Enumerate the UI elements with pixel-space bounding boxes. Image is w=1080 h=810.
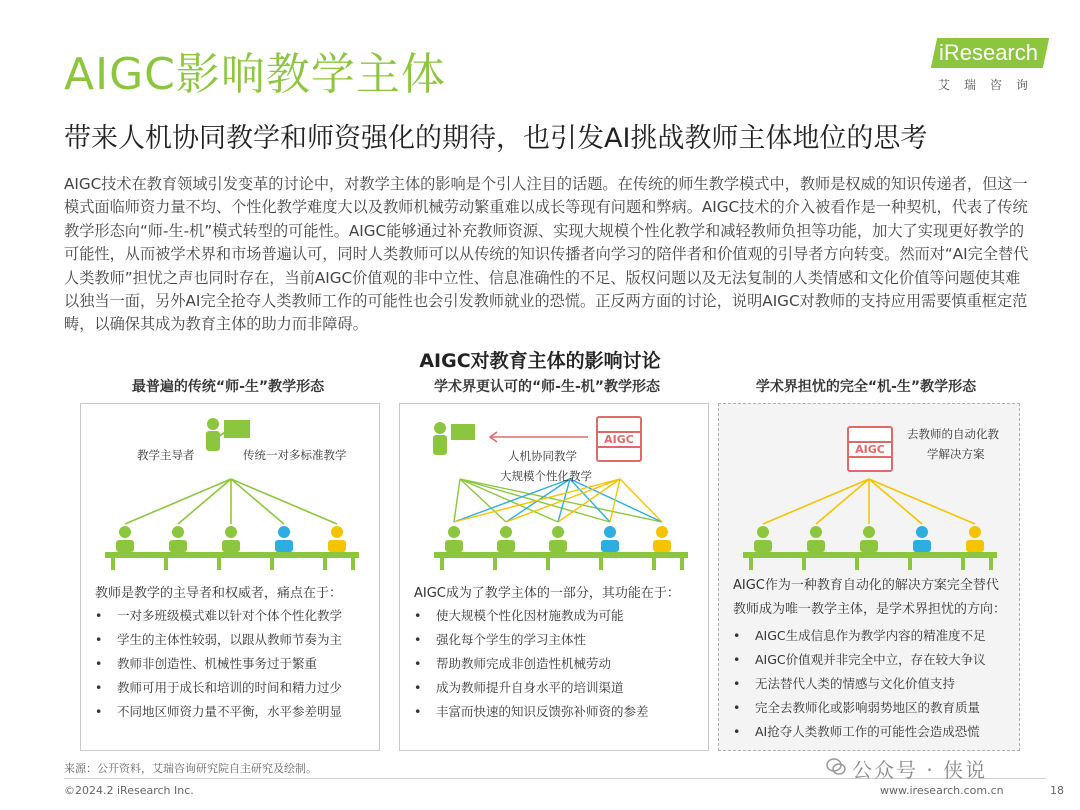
- list-item: • 使大规模个性化因材施教成为可能: [414, 604, 649, 628]
- student-icons: [105, 526, 359, 570]
- list-item: • 完全去教师化或影响弱势地区的教育质量: [733, 696, 986, 720]
- label-teaching-leader: 教学主导者: [137, 448, 195, 462]
- arrow-aigc-to-teacher: [490, 432, 588, 442]
- panel-intro: 教师是教学的主导者和权威者，痛点在于：: [95, 586, 343, 601]
- list-item: • 不同地区师资力量不平衡，水平参差明显: [95, 700, 342, 724]
- list-item: • 丰富而快速的知识反馈弥补师资的参差: [414, 700, 649, 724]
- panel-intro-line-1: AIGC作为一种教育自动化的解决方案完全替代: [733, 578, 999, 593]
- arrows-teacher-to-students: [125, 479, 337, 524]
- iresearch-logo: [926, 38, 1046, 98]
- copyright: ©2024.2 iResearch Inc.: [64, 784, 194, 797]
- list-item: • 一对多班级模式难以针对个体个性化教学: [95, 604, 342, 628]
- page-subtitle: 带来人机协同教学和师资强化的期待，也引发AI挑战教师主体地位的思考: [64, 123, 928, 154]
- panel-machine-only: [718, 403, 1020, 751]
- column-heading-traditional: 最普遍的传统“师-生”教学形态: [131, 379, 325, 395]
- list-item: • AIGC价值观并非完全中立，存在较大争议: [733, 648, 986, 672]
- list-item: • AI抢夺人类教师工作的可能性会造成恐慌: [733, 720, 986, 744]
- arrows-to-students: [454, 479, 662, 522]
- list-item: • 无法替代人类的情感与文化价值支持: [733, 672, 986, 696]
- column-heading-human-machine: 学术界更认可的“师-生-机”教学形态: [433, 379, 661, 395]
- list-item: • 教师非创造性、机械性事务过于繁重: [95, 652, 342, 676]
- aigc-document-icon: [596, 416, 642, 462]
- list-item: • 成为教师提升自身水平的培训渠道: [414, 676, 649, 700]
- source-note: 来源：公开资料，艾瑞咨询研究院自主研究及绘制。: [64, 762, 317, 775]
- aigc-label: AIGC: [849, 441, 891, 458]
- list-item: • 帮助教师完成非创造性机械劳动: [414, 652, 649, 676]
- page-number: 18: [1050, 784, 1064, 797]
- logo-brand: iResearch: [938, 40, 1038, 65]
- list-item: • AIGC生成信息作为教学内容的精准度不足: [733, 624, 986, 648]
- logo-subtitle: 艾瑞咨询: [937, 78, 1042, 92]
- list-item: • 强化每个学生的学习主体性: [414, 628, 649, 652]
- label-automated-teaching-2: 学解决方案: [927, 447, 985, 461]
- list-item: • 学生的主体性较弱，以跟从教师节奏为主: [95, 628, 342, 652]
- bullet-list: [733, 624, 986, 744]
- arrows-to-students: [763, 479, 975, 524]
- panel-human-machine: [399, 403, 709, 751]
- body-paragraph: AIGC技术在教育领域引发变革的讨论中，对教学主体的影响是个引人注目的话题。在传统的师生教学模式中，教师是权威的知识传递者，但这一模式面临师资力量不均、个性化教学难度大以及教师机械劳动繁重难以成长等现有问题和弊病。AIGC技术的介入被看作是一种契机，代表了传统教学形态向“师-生-机”模式转型的可能性。AIGC能够通过补充教师资源、实现大规模个性化教学和减轻教师负担等功能，加大了实现更好教学的可能性，从而被学术界和市场普遍认可，同时人类教师可以从传统的知识传播者向学习的陪伴者和价值观的引导者方向转变。然而对“AI完全替代人类教师”担忧之声也同时存在，当前AIGC价值观的非中立性、信息准确性的不足、版权问题以及无法复制的人类情感和文化价值等问题使其难以独当一面，另外AI完全抢夺人类教师工作的可能性也会引发教师就业的恐慌。正反两方面的讨论，说明AIGC对教师的支持应用需要慎重框定范畴，以确保其成为教育主体的助力而非障碍。: [64, 175, 1029, 334]
- teacher-icon: [433, 422, 475, 455]
- label-standard-teaching: 传统一对多标准教学: [243, 448, 347, 462]
- wechat-icon: [826, 757, 846, 777]
- page-title: AIGC影响教学主体: [64, 49, 446, 100]
- column-heading-machine-only: 学术界担忧的完全“机-生”教学形态: [755, 379, 977, 395]
- panel-intro-line-2: 教师成为唯一教学主体，是学术界担忧的方向：: [733, 602, 1007, 617]
- list-item: • 教师可用于成长和培训的时间和精力过少: [95, 676, 342, 700]
- panel-intro: AIGC成为了教学主体的一部分，其功能在于：: [414, 586, 680, 601]
- bullet-list: [95, 604, 342, 724]
- label-human-machine-teaching: 人机协同教学: [508, 449, 577, 463]
- aigc-document-icon: [847, 426, 893, 472]
- student-icons: [434, 526, 688, 570]
- label-automated-teaching-1: 去教师的自动化教: [907, 427, 999, 441]
- aigc-label: AIGC: [598, 431, 640, 448]
- label-personalized-teaching: 大规模个性化教学: [500, 469, 592, 483]
- panel-traditional: [80, 403, 380, 751]
- watermark: 公众号 · 侠说: [852, 758, 988, 782]
- bullet-list: [414, 604, 649, 724]
- chart-title: AIGC对教育主体的影响讨论: [419, 350, 661, 372]
- student-icons: [743, 526, 997, 570]
- website-url: www.iresearch.com.cn: [880, 784, 1004, 797]
